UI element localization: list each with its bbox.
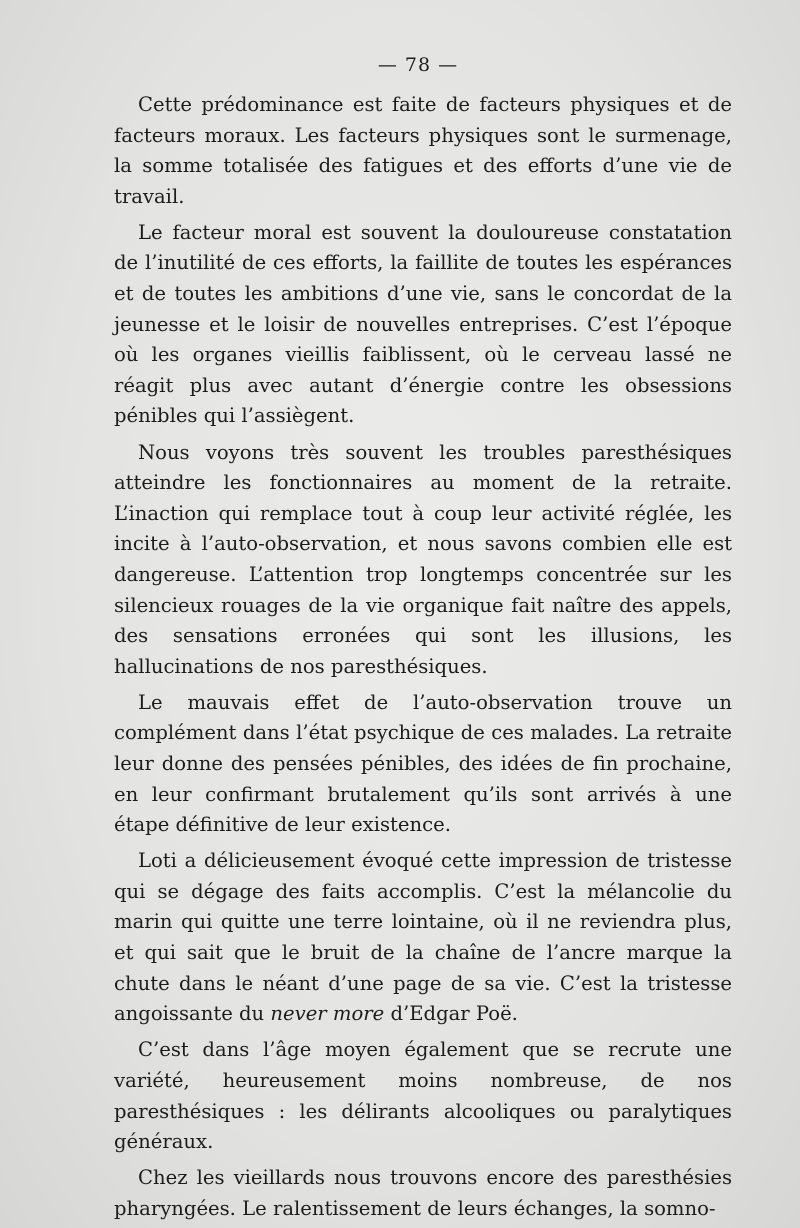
paragraph-5-italic-phrase: never more	[270, 1002, 385, 1026]
paragraph-5	[114, 846, 732, 1030]
paragraph-5-text-end: d’Edgar Poë.	[384, 1002, 518, 1026]
paragraph-2: Le facteur moral est souvent la douloureuse constatation de l’inutilité de ces efforts, la faillite de toutes les espérances et de toutes les ambitions d’une vie, sans le concordat de la jeunesse et le loisir de nouvelles entreprises. C’est l’époque où les organes vieillis faiblissent, où le cerveau lassé ne réagit plus avec autant d’énergie contre les obsessions pénibles qui l’assiègent.	[114, 220, 732, 428]
paragraph-5-text: Loti a délicieusement évoqué cette impression de tristesse qui se dégage des faits accomplis. C’est la mélancolie du marin qui quitte une terre lointaine, où il ne reviendra plus, et qui sait que le bruit de la chaîne de l’ancre marque la chute dans le néant d’une page de sa vie. C’est la tristesse angoissante du	[114, 849, 732, 1026]
body-text	[114, 90, 732, 1224]
paragraph-7: Chez les vieillards nous trouvons encore des paresthésies pharyngées. Le ralentissement de leurs échanges, la somno-	[114, 1166, 732, 1220]
paragraph-6: C’est dans l’âge moyen également que se recrute une variété, heureusement moins nombreuse, de nos paresthésiques : les délirants alcooliques ou paralytiques généraux.	[114, 1038, 732, 1154]
paragraph-1: Cette prédominance est faite de facteurs physiques et de facteurs moraux. Les facteurs physiques sont le surmenage, la somme totalisée des fatigues et des efforts d’une vie de travail.	[114, 93, 732, 208]
paragraph-3: Nous voyons très souvent les troubles paresthésiques atteindre les fonctionnaires au moment de la retraite. L’inaction qui remplace tout à coup leur activité réglée, les incite à l’auto-observation, et nous savons combien elle est dangereuse. L’attention trop longtemps concentrée sur les silencieux rouages de la vie organique fait naître des appels, des sensations erronées qui sont les illusions, les hallucinations de nos paresthésiques.	[114, 440, 732, 678]
paragraph-4: Le mauvais effet de l’auto-observation trouve un complément dans l’état psychique de ces malades. La retraite leur donne des pensées pénibles, des idées de fin prochaine, en leur confirmant brutalement qu’ils sont arrivés à une étape définitive de leur existence.	[114, 690, 732, 837]
page-number: — 78 —	[377, 54, 459, 76]
